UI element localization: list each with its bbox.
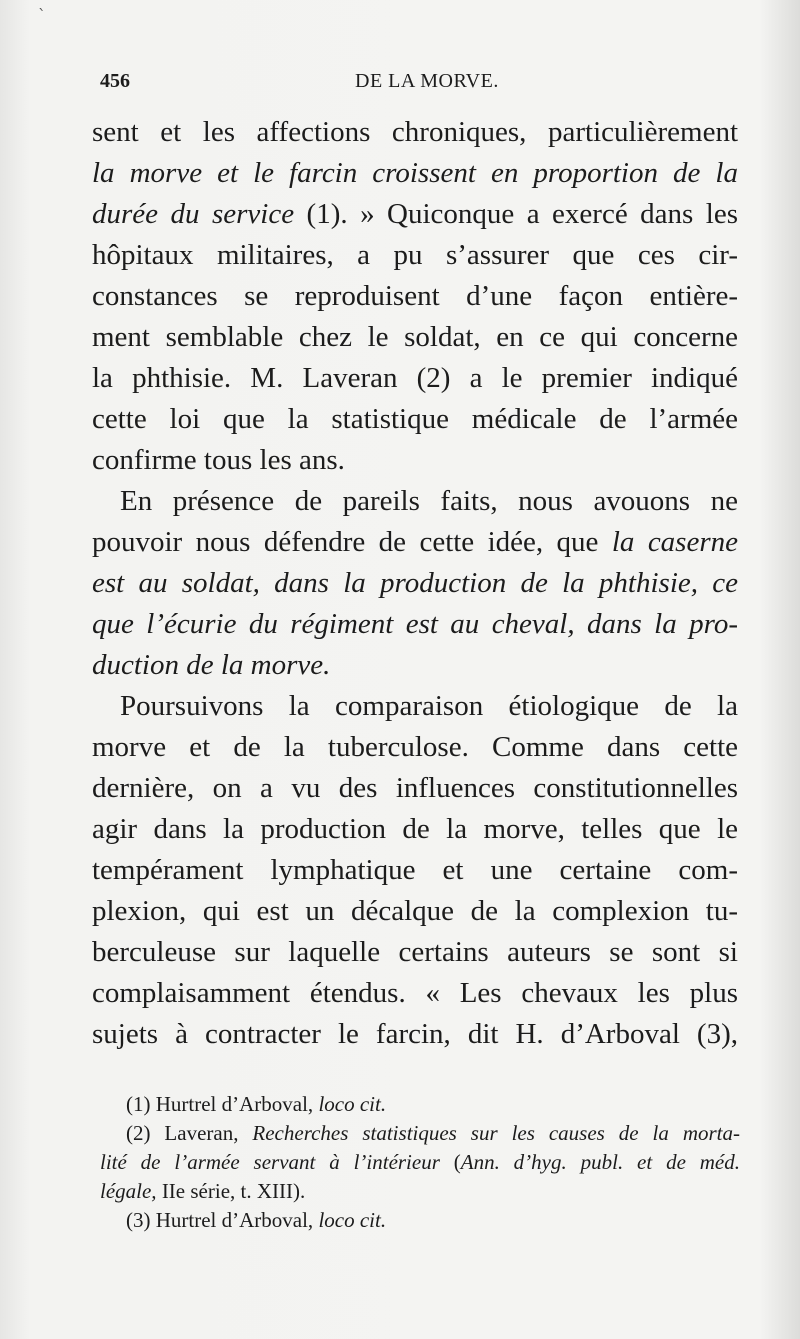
text-span: (1). » Quiconque a exercé dans les	[294, 198, 738, 230]
footnote-italic: loco cit.	[318, 1092, 387, 1116]
footnote-text: (2) Laveran,	[126, 1121, 253, 1145]
text-line: complaisamment étendus. « Les chevaux les plus	[92, 977, 738, 1009]
footnote-2-end	[100, 1177, 740, 1206]
footnote-1	[100, 1090, 740, 1119]
text-line	[92, 604, 738, 645]
page-number: 456	[100, 70, 130, 92]
text-line: hôpitaux militaires, a pu s’assurer que ces cir-	[92, 239, 738, 271]
italic-text: durée du service	[92, 198, 295, 230]
text-span: pouvoir nous défendre de cette idée, que	[92, 526, 612, 558]
text-line	[92, 645, 738, 686]
footnote-italic: loco cit.	[318, 1208, 387, 1232]
footnote-text: (	[439, 1150, 461, 1174]
text-line: Poursuivons la comparaison étiologique de la	[120, 690, 738, 722]
footnote-text: (3) Hurtrel d’Arboval,	[126, 1208, 319, 1232]
margin-mark: `	[38, 6, 46, 25]
text-line	[92, 563, 738, 604]
text-line	[92, 153, 738, 194]
footnote-italic: Recherches statistiques sur les causes de la morta-	[252, 1121, 740, 1145]
page-header	[100, 70, 740, 100]
text-line: confirme tous les ans.	[92, 444, 345, 476]
text-line: sent et les affections chroniques, particulièrement	[92, 116, 738, 148]
text-line: cette loi que la statistique médicale de l’armée	[92, 403, 738, 435]
footnote-text: IIe série, t. XIII).	[156, 1179, 306, 1203]
italic-text: que l’écurie du régiment est au cheval, dans la pro-	[92, 608, 738, 640]
text-line: tempérament lymphatique et une certaine com-	[92, 854, 738, 886]
text-line: morve et de la tuberculose. Comme dans cette	[92, 731, 738, 763]
italic-text: la caserne	[611, 526, 738, 558]
footnote-italic: légale,	[100, 1179, 157, 1203]
text-line	[92, 194, 738, 235]
footnote-italic: lité de l’armée servant à l’intérieur	[100, 1150, 440, 1174]
text-line: la phthisie. M. Laveran (2) a le premier indiqué	[92, 362, 738, 394]
footnotes	[100, 1090, 740, 1235]
text-line: berculeuse sur laquelle certains auteurs se sont si	[92, 936, 738, 968]
text-line: plexion, qui est un décalque de la complexion tu-	[92, 895, 738, 927]
text-line: ment semblable chez le soldat, en ce qui concerne	[92, 321, 738, 353]
footnote-2-cont	[100, 1148, 740, 1177]
italic-text: la morve et le farcin croissent en proportion de la	[92, 157, 738, 189]
body-text	[92, 112, 738, 1055]
footnote-3	[100, 1206, 740, 1235]
italic-text: est au soldat, dans la production de la phthisie, ce	[92, 567, 738, 599]
text-line	[92, 522, 738, 563]
italic-text: duction de la morve.	[92, 649, 331, 681]
running-title: DE LA MORVE.	[355, 70, 499, 92]
text-line: sujets à contracter le farcin, dit H. d’Arboval (3),	[92, 1018, 738, 1050]
footnote-text: (1) Hurtrel d’Arboval,	[126, 1092, 319, 1116]
text-line: dernière, on a vu des influences constitutionnelles	[92, 772, 738, 804]
text-line: agir dans la production de la morve, telles que le	[92, 813, 738, 845]
footnote-italic: Ann. d’hyg. publ. et de méd.	[460, 1150, 740, 1174]
text-line: constances se reproduisent d’une façon entière-	[92, 280, 738, 312]
footnote-2	[100, 1119, 740, 1148]
text-line: En présence de pareils faits, nous avouons ne	[120, 485, 738, 517]
